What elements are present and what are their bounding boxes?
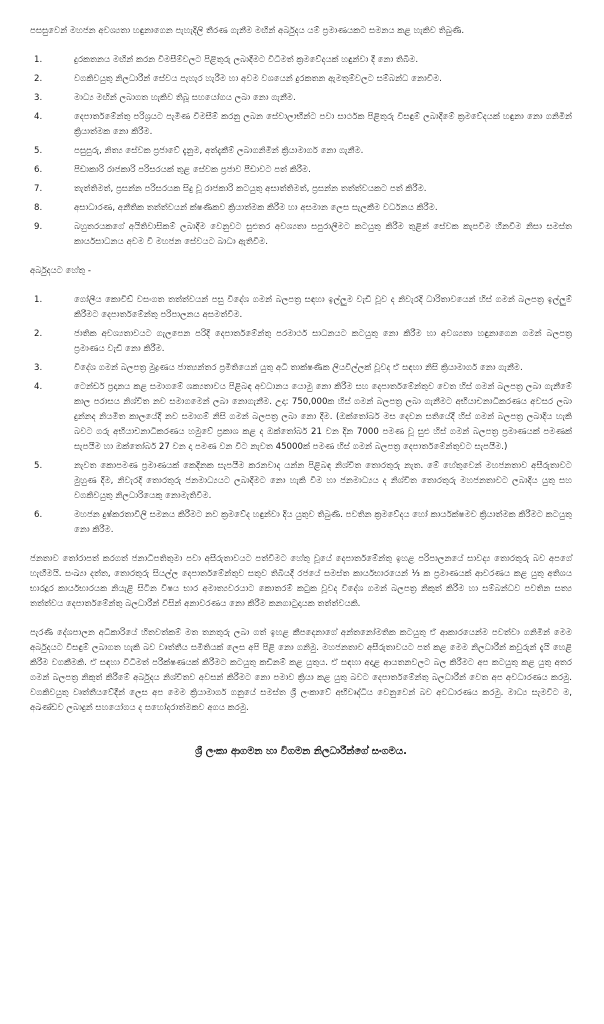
list-item-text: දුරකතනය මඟින් කරන විමසීම්වලට පිළිතුරු ලබාදීමට විධිමත් ක්‍රමවේදයක් හඳුන්වා දී නො තිබීම. (74, 55, 419, 65)
list-item (30, 459, 572, 504)
list-item-text: දෙපාර්තමේන්තු පරිශ්‍රයට පැමිණ විමසීම් කරනු ලබන සේවාලාභීන්ට පවා සාර්ථක පිළිතුරු විසඳුම් ලබාදීමේ ක්‍රමවේදයක් හඳුනා නො ගනිමින් ක්‍රියාත්මක නො කිරීම. (74, 112, 572, 137)
list-item-number: 8. (34, 203, 43, 213)
list-item (30, 110, 572, 140)
list-item-number: 7. (34, 184, 43, 194)
issues-list (30, 53, 572, 250)
list-item (30, 380, 572, 455)
list-item-text: බහුතරයකගේ අයිතිවාසිකම් ලබාදීම වෙනුවට සුළුතර අවශ්‍යතා සපුරාලීමට කටයුතු කිරීම තුළින් සේවක කැපවීම හීනවීම නිසා සමස්ත කාර්යසාධනය අවම වී මහජන සේවයට බාධා ඇතිවීම. (74, 222, 572, 247)
list-item (30, 53, 572, 68)
list-item-text: ජාතික අවශ්‍යතාවයට ගැලපෙන පරිදි දෙපාර්තමේන්තු පරමාර්ථ සාධනයට කටයුතු නො කිරීම හා අවශ්‍යතා හඳුනාගෙන ගමන් බලපත්‍ර ප්‍රමාණය වැඩි නො කිරීම. (74, 329, 572, 354)
signature-line: ශ්‍රී ලංකා ආගමන හා විගමන නිලධාරීන්ගේ සංගමය. (195, 746, 407, 757)
list-item (30, 361, 572, 376)
list-item (30, 327, 572, 357)
list-item-number: 2. (34, 329, 43, 339)
body-paragraph-1: ජනතාව තෝරාපත් කරගත් ජනාධිපතිතුමා පවා අසීරුතාවයට පත්වීමට හේතු වූයේ දෙපාර්තමේන්තු ඉහළ පරිපාලනයේ සාවද්‍ය තොරතුරු බව අපගේ හැඟීමයි. සංඛ්‍යා දත්ත, තොරතුරු සියල්ල දෙපාර්තමේන්තුව සතුව තිබියදී රජයේ සමස්ත කාර්යභාරයෙන් ⅓ ක ප්‍රමාණයක් ආවරණය කළ යුතු අතිශය භාරදූර කාර්යභාරයක නියැළි සිටින විෂය භාර අමාත්‍යවරයාට කොතරම් කටුක වූවද විදේශ ගමන් බලපත්‍ර නිකුත් කිරීම හා සම්බන්ධව පවතින සත්‍ය තත්ත්වය දෙපාර්තමේන්තු බලධාරීන් විසින් අනාවරණය නො කිරීම කනගාටුදායක තත්ත්වයකි. (30, 554, 572, 609)
list-item-number: 3. (34, 93, 43, 103)
list-item-number: 2. (34, 74, 43, 84)
body-paragraph-2: පැරණි දේශපාලන අධිකාරියේ හිතවත්කම් මත තනතුරු ලබා ගත් ඉහළ කීපදෙනාගේ අන්තනෝමතික කටයුතු ඒ ආකාරයෙන්ම පවත්වා ගනිමින් මෙම අර්බුදයට විසඳුම් ලබාගත හැකි බව වෘත්තීය සමිතියක් ලෙස අපි පිළි නො ගනිමු. මහජනතාව අසීරුතාවයට පත් කළ මෙම නිලධාරීන් කවුරුන් දැයි හෙළි කිරීම වගකීමකි. ඒ සඳහා විධිමත් පරීක්ෂණයක් කිරීමට කටයුතු කඩිනම් කළ යුතුය. ඒ සඳහා අදාළ ආයතනවලට බල කිරීමට අප කටයුතු කළ යුතු අතර ගමන් බලපත්‍ර නිකුත් කිරීමේ අර්බුදය නිශ්චිතව අවසන් කිරීමට නො පමාව ක්‍රියා කළ යුතු බවට දෙපාර්තමේන්තු බලධාරීන් වෙත අප අවධාරණය කරමු. වගකිවයුතු වෘත්තීයවේදීන් ලෙස අප මෙම ක්‍රියාමාර්ග ගනුයේ සමස්ත ශ්‍රී ලංකාවේ අභිවෘද්ධිය වෙනුවෙන් බව අවධාරණය කරමු. මාධ්‍ය සැමවිට ම, අඛණ්ඩව ලබාදුන් සහයෝගය ද සහෝදරාත්මකව අගය කරමු. (30, 628, 572, 713)
list-item-number: 3. (34, 363, 43, 373)
list-item (30, 72, 572, 87)
list-item-text: මහජන දුෂ්කරතාවිලි සමනය කිරීමට නව ක්‍රමවේද හඳුන්වා දිය යුතුව තිබුණි. පවතින ක්‍රමවේදය හෝ කාර්යක්ෂමව ක්‍රියාත්මක කිරීමට කටයුතු නො කිරීම. (74, 510, 572, 535)
causes-heading: අර්බුදයට හේතු - (30, 266, 91, 276)
list-item-text: අසාධාරණ, අනීතික තත්ත්වයන් ක්ෂණිකව ක්‍රියාත්මක කිරීම හා අසමාන ලෙස සැලකීම වර්ධනය කිරීම. (74, 203, 438, 213)
list-item (30, 91, 572, 106)
list-item-text: පසුපුරු, නිත්‍ය සේවක ප්‍රජාවේ දැනුම, අත්දැකීම් ලබාගනිමින් ක්‍රියාමාර්ග නො ගැනීම. (74, 146, 364, 156)
list-item (30, 182, 572, 197)
list-item-text: මාධ්‍ය මඟින් ලබාගත හැකිව තිබූ සහයෝගය ලබා නො ගැනීම. (74, 93, 296, 103)
intro-paragraph: පසසුවෙන් මහජන අවශ්‍යතා හඳුනාගෙන පැහැදිලි තීරණ ගැනීම මඟින් අර්බුදය යම් ප්‍රමාණයකට සමනය කළ හැකිව තිබුණි. (30, 26, 465, 36)
list-item (30, 220, 572, 250)
list-item (30, 163, 572, 178)
list-item-text: විදේශ ගමන් බලපත්‍ර මුද්‍රණය ජාත්‍යන්තර ප්‍රමිතියෙන් යුතු අධි තාක්ෂණික ලියවිල්ලක් වූවද ඒ සඳහා නිසි ක්‍රියාමාර්ග නො ගැනීම. (74, 363, 523, 373)
list-item-text: ගෝලීය කොවිඩ් වසංගත තත්ත්වයන් පසු විදේශ ගමන් බලපත්‍ර සඳහා ඉල්ලුම වැඩි වූව ද නිවැරදි ධාරිතාවයෙන් හිස් ගමන් බලපත්‍ර ඉල්ලුම් කිරීමට දෙපාර්තමේන්තු පරිපාලනය අසමත්වීම. (74, 295, 572, 320)
list-item (30, 508, 572, 538)
list-item-number: 5. (34, 461, 43, 471)
list-item-number: 4. (34, 382, 43, 392)
list-item-text: ටෙන්ඩර් ප්‍රදානය කළ සමාගමේ ශක්‍යතාවය පිළිබඳ අවධානය යොමු නො කිරීම සහ දෙපාර්තමේන්තුව වෙත හිස් ගමන් බලපත්‍ර ලබා ගැනීමේ කාල පරාසය නිශ්චිත නව සමාගමෙන් ලබා නොගැනීම. උදා: 750,000ක හිස් ගමන් බලපත්‍ර ලබා ගැනීමට අභියාචනාධිකරණය අවසර ලබා දුන්නද නියමිත කාලයේදී නව සමාගම් නිසි ගමන් බලපත්‍ර ලබා නො දීම. (ඔක්තෝබර් මස දෙවන සතියේදී හිස් ගමන් බලපත්‍ර ලබාදිය හැකි බවට ගරු අභියාචනාධිකරණය හමුවේ ප්‍රකාශ කළ ද ඔක්තෝබර් 21 වන දින 7000 පමණ වූ සුළු හිස් ගමන් බලපත්‍ර ප්‍රමාණයක් පමණක් සැපයීම හා ඔක්තෝබර් 27 වන දා පමණ වන විට නැවත 45000ක් පමණ හිස් ගමන් බලපත්‍ර දෙපාර්තමේන්තුවට සැපයීම.) (74, 382, 572, 452)
list-item (30, 201, 572, 216)
causes-list (30, 293, 572, 538)
list-item-number: 6. (34, 510, 43, 520)
list-item-number: 6. (34, 165, 43, 175)
list-item-text: නැවත කොපමණ ප්‍රමාණයක් කෙදිනක සැපයීම කරනවාද යන්න පිළිබඳ නිශ්චිත තොරතුරු නැත. මේ හේතුවෙන් මහජනතාව අසීරුතාවට මුහුණ දීම, නිවැරදි තොරතුරු ජනමාධ්‍යයට ලබාදීමට නො හැකි වීම හා ජනමාධ්‍යය ද නිශ්චිත තොරතුරු මහජනතාවට ලබාදිය යුතු සහ වගකිවයුතු නිලධාරියෙකු නොමැතිවීම. (74, 461, 572, 501)
list-item-number: 1. (34, 55, 43, 65)
list-item (30, 293, 572, 323)
list-item-number: 5. (34, 146, 43, 156)
list-item-text: තැත්තිමත්, ප්‍රසන්න පරිසරයක සිදු වූ රාජකාරි කටයුතු අසාත්තිමත්, ප්‍රසන්න තත්ත්වයකට පත් කිරීම. (74, 184, 427, 194)
list-item-number: 9. (34, 222, 43, 232)
list-item-number: 1. (34, 295, 43, 305)
list-item (30, 144, 572, 159)
list-item-text: පිඩාකාරි රාජකාරි පරිසරයක් තුළ සේවක ප්‍රජාව පීඩාවට පත් කිරීම. (74, 165, 311, 175)
list-item-text: වගකිවයුතු නිලධාරීන් සේවය පැහැර හැරීම හා අවම වශයෙන් දුරකතන ඇමතුම්වලට සම්බන්ධ නොවීම. (74, 74, 442, 84)
list-item-number: 4. (34, 112, 43, 122)
